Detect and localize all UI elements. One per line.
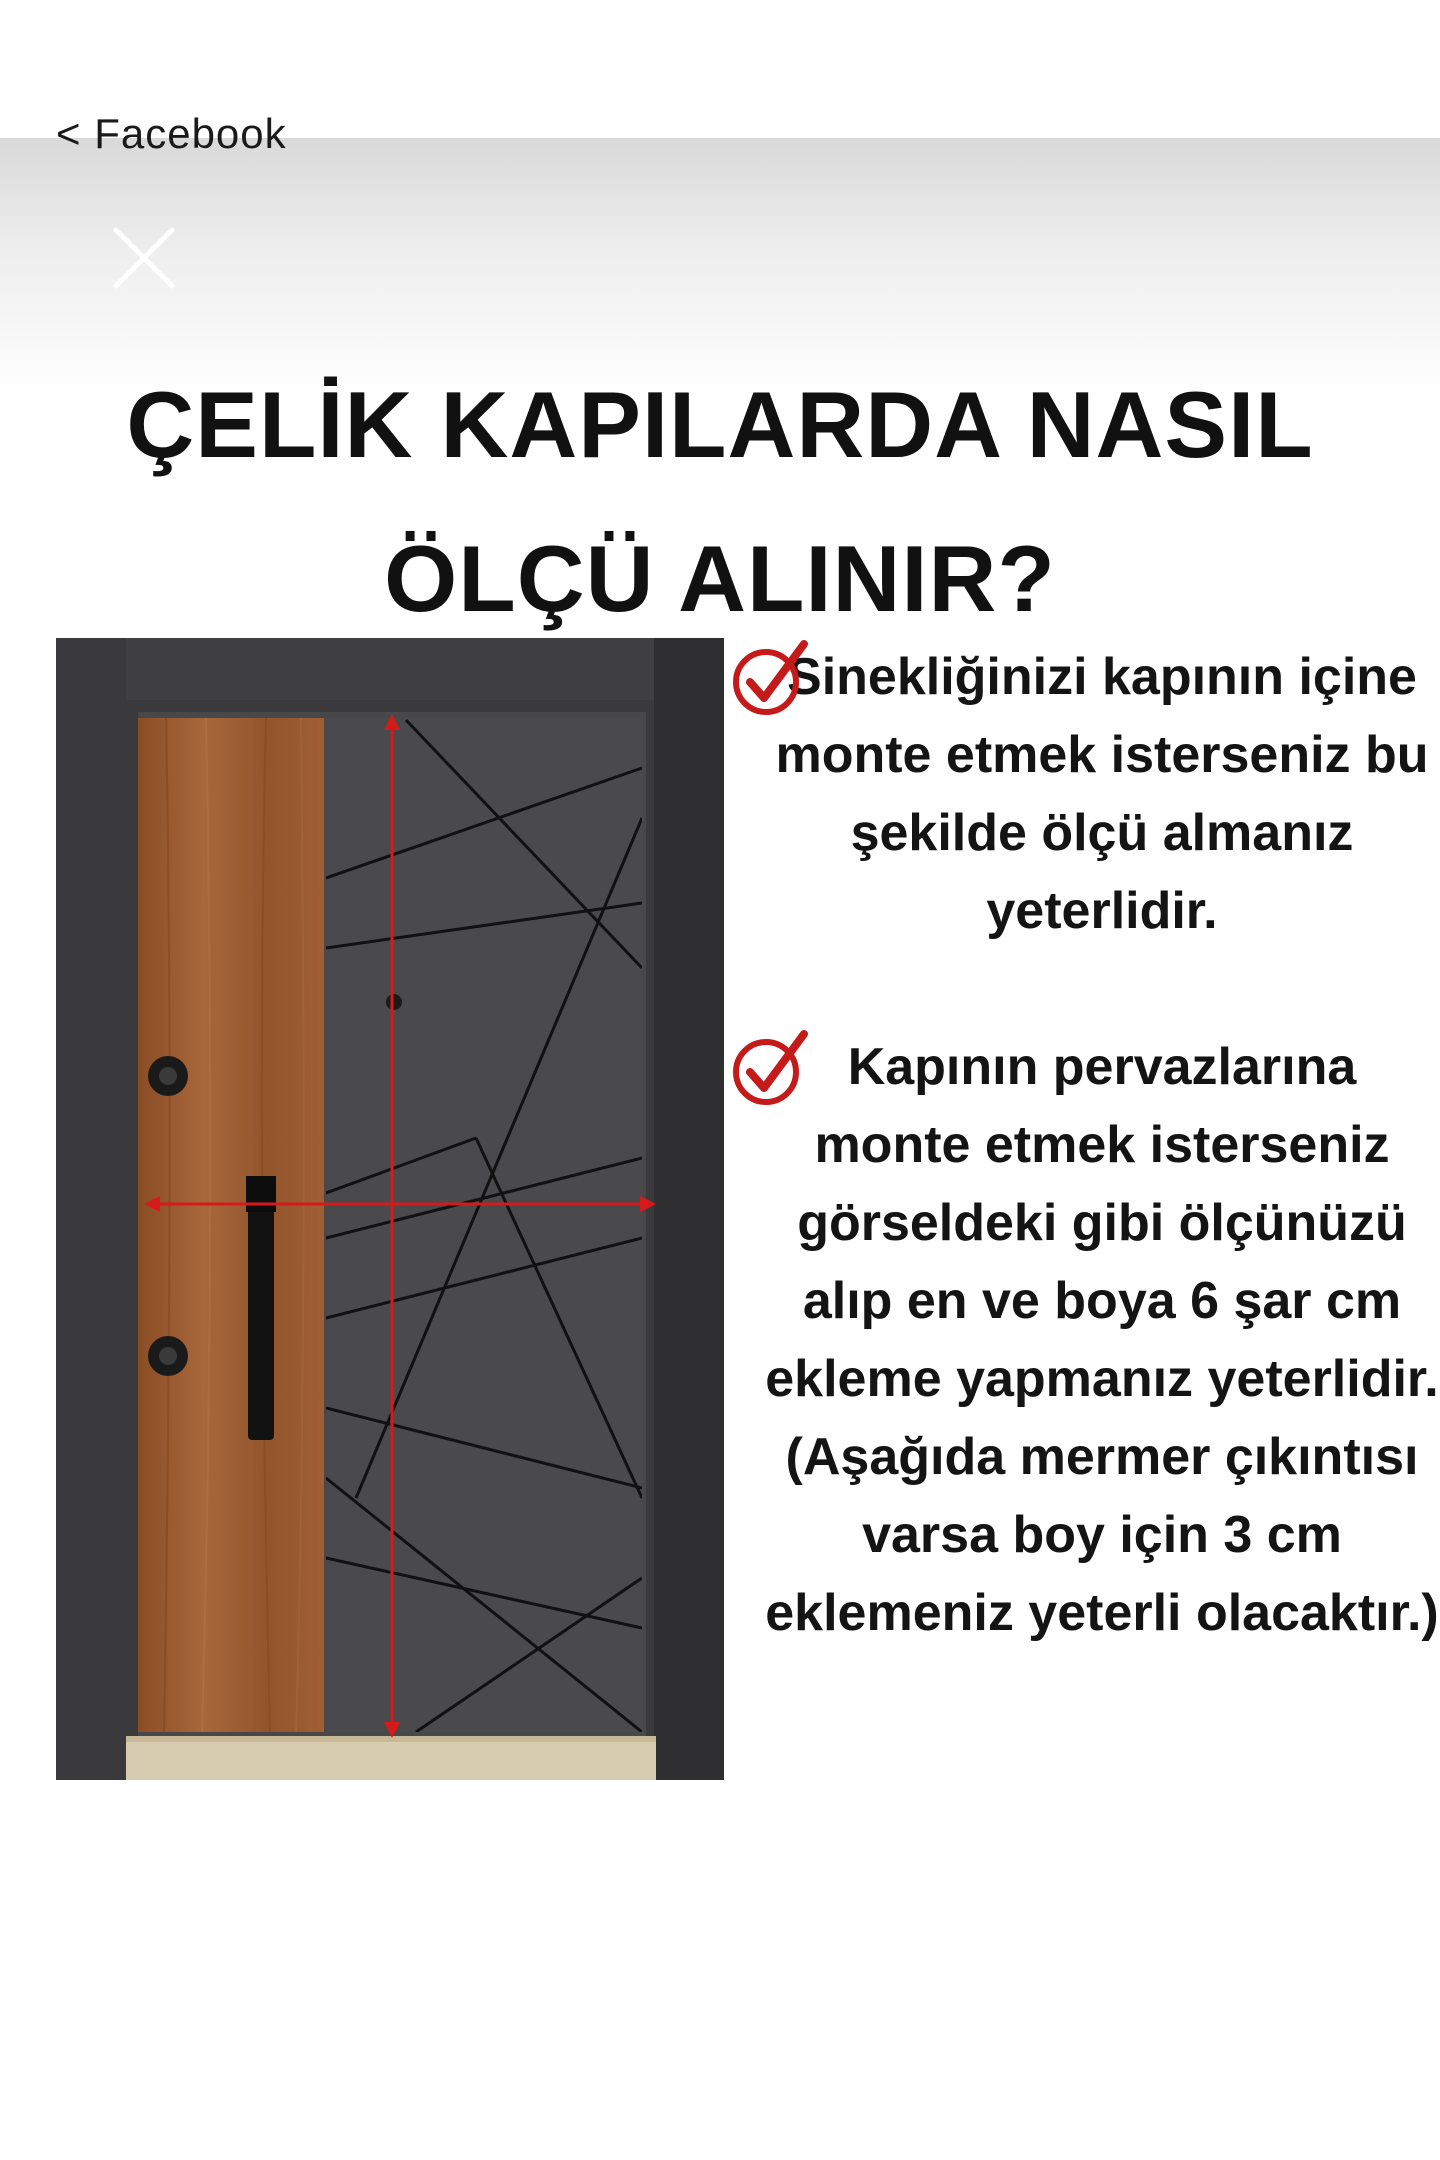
close-button[interactable] — [108, 222, 180, 294]
back-to-facebook-link[interactable]: < Facebook — [56, 110, 287, 157]
image-viewer — [0, 110, 1440, 2028]
threshold — [126, 1736, 656, 1780]
door-handle — [248, 1178, 274, 1440]
upper-lock — [148, 1056, 188, 1096]
check-circle-icon — [730, 638, 810, 718]
door-header — [126, 638, 656, 700]
post-headline: ÇELİK KAPILARDA NASIL ÖLÇÜ ALINIR? — [126, 372, 1314, 631]
instruction-item — [724, 638, 1440, 950]
close-icon — [108, 222, 180, 294]
instruction-text: Sinekliğinizi kapının içine monte etmek isterseniz bu şekilde ölçü almanız yeterlidir. — [775, 648, 1429, 940]
instruction-text: Kapının pervazlarına monte etmek isterseniz görseldeki gibi ölçünüzü alıp en ve boya 6 şar cm ekleme yapmanız yeterlidir. (Aşağıda mermer çıkıntısı varsa boy için 3 cm eklemeniz yeterli olacaktır.) — [765, 1038, 1439, 1642]
door-illustration — [56, 638, 724, 1780]
lower-lock — [148, 1336, 188, 1376]
check-circle-icon — [730, 1028, 810, 1108]
instruction-item — [724, 1028, 1440, 1652]
peephole — [386, 994, 402, 1010]
instructions — [724, 638, 1440, 1652]
bottom-area — [0, 2028, 1440, 2160]
